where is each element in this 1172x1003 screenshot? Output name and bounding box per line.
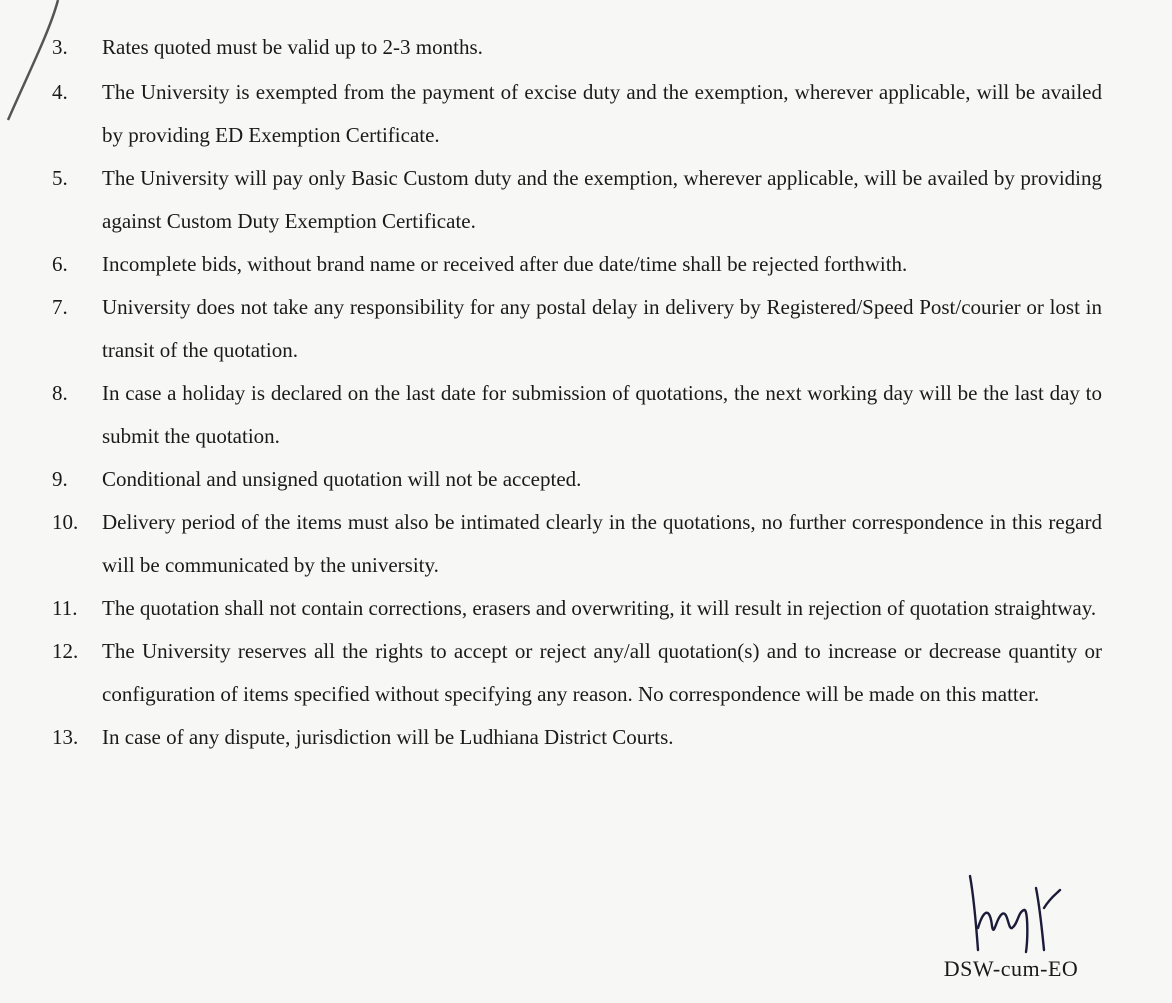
clause-item	[52, 286, 1102, 372]
clause-item	[52, 501, 1102, 587]
clause-item	[52, 630, 1102, 716]
clause-item	[52, 372, 1102, 458]
clause-number: 7.	[52, 295, 68, 319]
clause-item	[52, 458, 1102, 501]
clause-number: 13.	[52, 725, 79, 749]
signature-block	[926, 868, 1096, 988]
clause-number: 10.	[52, 510, 79, 534]
clause-number: 6.	[52, 252, 68, 276]
clause-text: The University reserves all the rights to accept or reject any/all quotation(s) and to increase or decrease quantity or configuration of items specified without specifying any reason. No correspondence will be made on this matter.	[102, 639, 1102, 706]
clause-text: Rates quoted must be valid up to 2-3 months.	[102, 35, 483, 59]
clause-text: The University will pay only Basic Custom duty and the exemption, wherever applicable, will be availed by providing against Custom Duty Exemption Certificate.	[102, 166, 1102, 233]
clause-text: The University is exempted from the payment of excise duty and the exemption, wherever applicable, will be availed by providing ED Exemption Certificate.	[102, 80, 1102, 147]
clause-number: 11.	[52, 596, 78, 620]
clause-text: In case a holiday is declared on the last date for submission of quotations, the next working day will be the last day to submit the quotation.	[102, 381, 1102, 448]
signatory-designation: DSW-cum-EO	[943, 956, 1079, 981]
clause-text: Incomplete bids, without brand name or received after due date/time shall be rejected forthwith.	[102, 252, 908, 276]
clause-item	[52, 716, 1102, 759]
clause-number: 5.	[52, 166, 68, 190]
clause-number: 9.	[52, 467, 68, 491]
clause-text: Conditional and unsigned quotation will not be accepted.	[102, 467, 582, 491]
clause-item	[52, 157, 1102, 243]
clause-item	[52, 587, 1102, 630]
clause-text: Delivery period of the items must also be intimated clearly in the quotations, no further correspondence in this regard will be communicated by the university.	[102, 510, 1102, 577]
clause-number: 3.	[52, 35, 68, 59]
clause-number: 4.	[52, 80, 68, 104]
clause-text: In case of any dispute, jurisdiction will be Ludhiana District Courts.	[102, 725, 674, 749]
clause-number: 12.	[52, 639, 79, 663]
clause-number: 8.	[52, 381, 68, 405]
clause-item	[52, 26, 1102, 69]
handwritten-signature	[956, 868, 1066, 958]
clause-item	[52, 71, 1102, 157]
terms-list	[52, 26, 1102, 759]
clause-text: The quotation shall not contain corrections, erasers and overwriting, it will result in rejection of quotation straightway.	[102, 596, 1097, 620]
clause-text: University does not take any responsibility for any postal delay in delivery by Registered/Speed Post/courier or lost in transit of the quotation.	[102, 295, 1102, 362]
clause-item	[52, 243, 1102, 286]
